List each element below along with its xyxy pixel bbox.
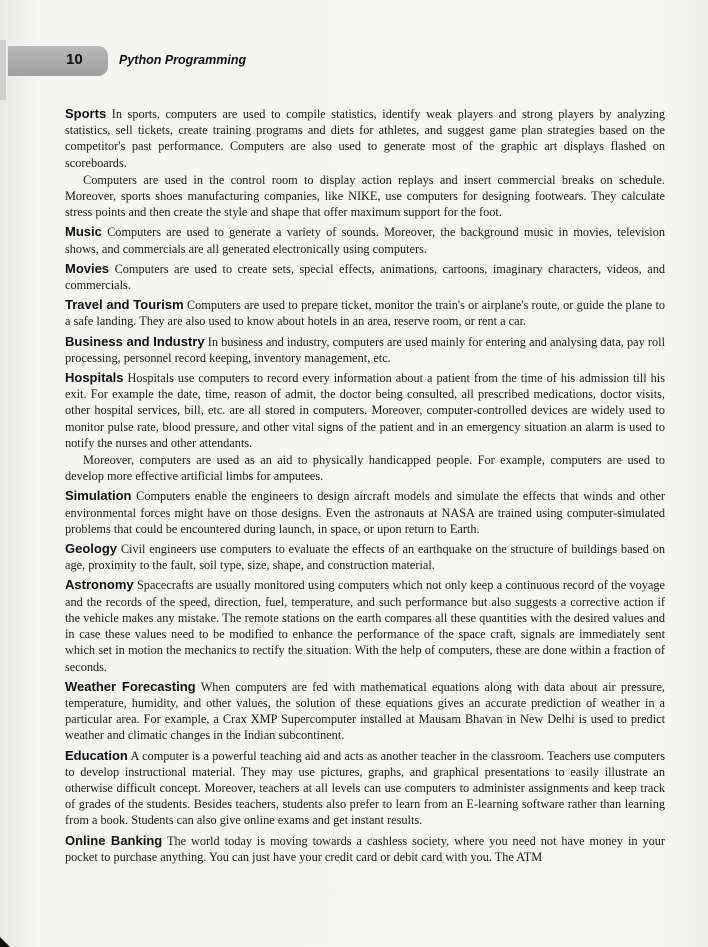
paragraph-simulation <box>65 488 665 537</box>
section-text: Computers are used to create sets, special effects, animations, cartoons, imaginary characters, videos, and commercials. <box>65 261 665 293</box>
book-title: Python Programming <box>119 53 247 67</box>
section-text: Moreover, computers are used as an aid to physically handicapped people. For example, computers are used to develop more effective artificial limbs for amputees. <box>65 453 665 484</box>
paragraph-geology <box>65 541 665 573</box>
section-text: Hospitals use computers to record every information about a patient from the time of his admission till his exit. For example the date, time, reason of admit, the doctor being consulted, all prescribed medications, doctor visits, other hospital services, bill, etc. are all stored in computers. Moreover, computer-controlled devices are widely used to monitor pulse rate, blood pressure, and other vital signs of the patient and in an emergency situation an alarm is used to notify the nurses and other attendants. <box>65 371 665 450</box>
section-text: In sports, computers are used to compile statistics, identify weak players and strong players by analyzing statistics, sell tickets, create training programs and diets for athletes, and suggest game plan strategies based on the competitor's past performance. Computers are also used to generate most of the graphic art displays flashed on scoreboards. <box>65 107 665 170</box>
page-body <box>65 106 665 869</box>
section-term: Sports <box>65 106 107 121</box>
section-term: Hospitals <box>65 370 124 386</box>
section-term: Education <box>65 747 128 763</box>
section-text: The world today is moving towards a cashless society, where you need not have money in your pocket to purchase anything. You can just have your credit card or debit card with you. The ATM <box>65 833 665 864</box>
section-text: Computers are used to prepare ticket, monitor the train's or airplane's route, or guide the plane to a safe landing. They are also used to know about hotels in an area, reserve room, or rent a car. <box>65 298 666 329</box>
section-text: Computers are used to generate a variety of sounds. Moreover, the background music in movies, television shows, and commercials are all generated electronically using computers. <box>65 225 666 256</box>
paragraph-online-banking <box>65 833 665 865</box>
section-term: Music <box>65 224 102 240</box>
paragraph-sports-continued <box>65 172 665 221</box>
section-text: Civil engineers use computers to evaluate the effects of an earthquake on the structure of buildings based on age, proximity to the fault, soil type, size, shape, and construction material. <box>65 542 665 573</box>
paragraph-hospitals-continued <box>65 452 665 484</box>
paragraph-business <box>65 334 665 366</box>
section-text: Computers enable the engineers to design aircraft models and simulate the effects that winds and other environmental forces might have on those designs. Even the astronauts at NASA are trained using computer-simulated problems that could be encountered during launch, in space, or upon return to Earth. <box>65 489 665 536</box>
paragraph-education <box>65 748 665 829</box>
section-text: Spacecrafts are usually monitored using computers which not only keep a continuous record of the voyage and the records of the speed, direction, fuel, temperature, and such performance but also suggests a corrective action if the vehicle makes any mistake. The remote stations on the earth compares all these quantities with the desired values and in case these values need to be modified to enhance the performance of the space craft, signals are immediately sent which set in motion the mechanics to rectify the situation. With the help of computers, these are done within a fraction of seconds. <box>65 578 665 674</box>
paragraph-weather <box>65 679 665 744</box>
section-term: Weather Forecasting <box>65 678 196 694</box>
section-text: In business and industry, computers are used mainly for entering and analysing data, pay roll processing, personnel record keeping, inventory management, etc. <box>65 334 666 365</box>
section-term: Astronomy <box>65 577 134 593</box>
page-number: 10 <box>66 51 83 68</box>
section-text: Computers are used in the control room to display action replays and insert commercial breaks on schedule. Moreover, sports shoes manufacturing companies, like NIKE, use computers for designing footwears. They calculate stress points and then create the style and shape that offer maximum support for the foot. <box>65 172 665 220</box>
page-number-tab <box>8 46 108 76</box>
paragraph-hospitals <box>65 370 665 451</box>
paragraph-astronomy <box>65 577 665 674</box>
section-term: Simulation <box>65 488 132 504</box>
section-text: When computers are fed with mathematical equations along with data about air pressure, temperature, humidity, and other values, the solution of these equations gives an accurate prediction of weather in a particular area. For example, a Crax XMP Supercomputer installed at Mausam Bhavan in New Delhi is used to predict weather and climatic changes in the Indian subcontinent. <box>65 679 665 743</box>
section-term: Business and Industry <box>65 333 205 349</box>
paragraph-travel <box>65 297 665 329</box>
section-term: Geology <box>65 541 118 557</box>
paragraph-movies <box>65 261 665 293</box>
page-corner-mark <box>0 937 10 947</box>
section-text: A computer is a powerful teaching aid and acts as another teacher in the classroom. Teachers use computers to develop instructional material. They may use pictures, graphs, and graphical presentations to easily illustrate an otherwise difficult concept. Moreover, teachers at all levels can use computers to administer assignments and keep track of grades of the students. Besides teachers, students also prefer to learn from an E-learning software rather than learning from a book. Students can also give online exams and get instant results. <box>65 748 665 828</box>
page-header <box>8 46 668 76</box>
section-term: Travel and Tourism <box>65 297 184 313</box>
page-edge-mark <box>0 40 6 100</box>
section-term: Movies <box>65 260 110 276</box>
section-term: Online Banking <box>65 832 163 848</box>
paragraph-music <box>65 224 665 256</box>
paragraph-sports <box>65 106 665 171</box>
